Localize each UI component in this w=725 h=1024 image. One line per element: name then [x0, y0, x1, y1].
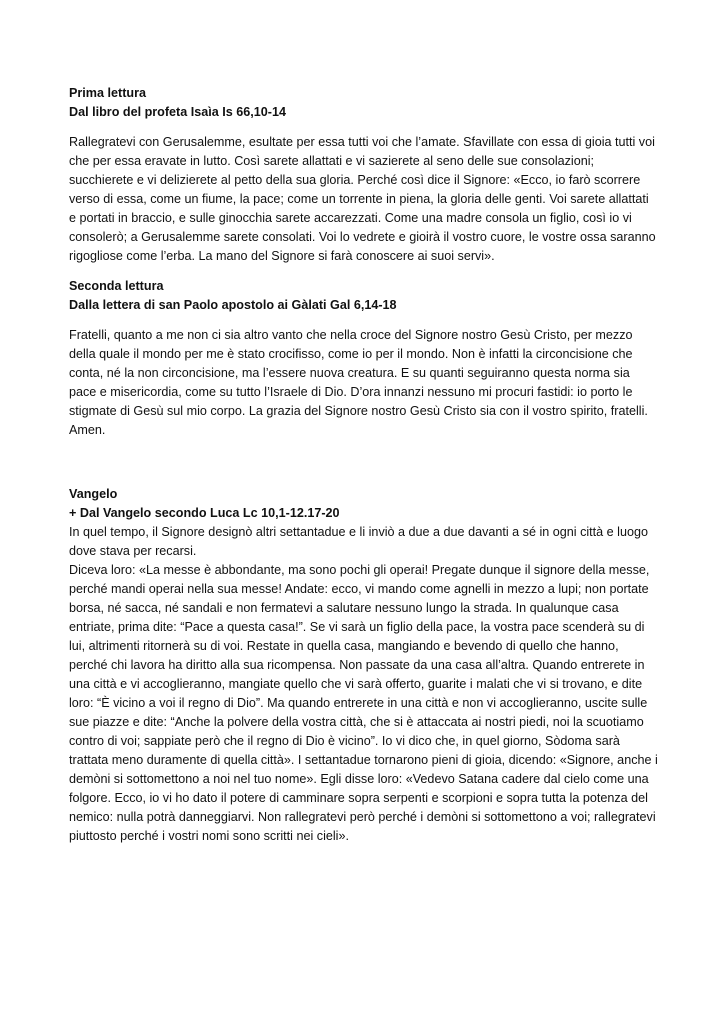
- spacer: [69, 315, 659, 326]
- gospel-source: + Dal Vangelo secondo Luca Lc 10,1-12.17-20: [69, 506, 340, 520]
- spacer: [69, 266, 659, 277]
- first-reading-source: Dal libro del profeta Isaìa Is 66,10-14: [69, 105, 286, 119]
- gospel-section: [69, 485, 659, 846]
- second-reading-source: Dalla lettera di san Paolo apostolo ai Gàlati Gal 6,14-18: [69, 298, 397, 312]
- gospel-label: Vangelo: [69, 487, 118, 501]
- second-reading-section: [69, 277, 659, 440]
- document-page: [69, 84, 659, 846]
- second-reading-label: Seconda lettura: [69, 279, 164, 293]
- spacer: [69, 122, 659, 133]
- first-reading-label: Prima lettura: [69, 86, 146, 100]
- second-reading-text: Fratelli, quanto a me non ci sia altro vanto che nella croce del Signore nostro Gesù Cristo, per mezzo della quale il mondo per me è stato crocifisso, come io per il mondo. Non è infatti la circoncisione che conta, né la non circoncisione, ma l’essere nuova creatura. E su quanti seguiranno questa norma sia pace e misericordia, come su tutto l’Israele di Dio. D’ora innanzi nessuno mi procuri fastidi: io porto le stigmate di Gesù sul mio corpo. La grazia del Signore nostro Gesù Cristo sia con il vostro spirito, fratelli. Amen.: [69, 328, 648, 437]
- gospel-intro-text: In quel tempo, il Signore designò altri settantadue e li inviò a due a due davanti a sé in ogni città e luogo dove stava per recarsi.: [69, 525, 648, 558]
- gospel-main-text: Diceva loro: «La messe è abbondante, ma sono pochi gli operai! Pregate dunque il signore della messe, perché mandi operai nella sua messe! Andate: ecco, vi mando come agnelli in mezzo a lupi; non portate borsa, né sacca, né sandali e non fermatevi a salutare nessuno lungo la strada. In qualunque casa entriate, prima dite: “Pace a questa casa!”. Se vi sarà un figlio della pace, la vostra pace scenderà su di lui, altrimenti ritornerà su di voi. Restate in quella casa, mangiando e bevendo di quello che hanno, perché chi lavora ha diritto alla sua ricompensa. Non passate da una casa all’altra. Quando entrerete in una città e vi accoglieranno, mangiate quello che vi sarà offerto, guarite i malati che vi si trovano, e dite loro: “È vicino a voi il regno di Dio”. Ma quando entrerete in una città e non vi accoglieranno, uscite sulle sue piazze e dite: “Anche la polvere della vostra città, che si è attaccata ai nostri piedi, noi la scuotiamo contro di voi; sappiate però che il regno di Dio è vicino”. Io vi dico che, in quel giorno, Sòdoma sarà trattata meno duramente di quella città». I settantadue tornarono pieni di gioia, dicendo: «Signore, anche i demòni si sottomettono a noi nel tuo nome». Egli disse loro: «Vedevo Satana cadere dal cielo come una folgore. Ecco, io vi ho dato il potere di camminare sopra serpenti e scorpioni e sopra tutta la potenza del nemico: nulla potrà danneggiarvi. Non rallegratevi però perché i demòni si sottomettono a voi; rallegratevi piuttosto perché i vostri nomi sono scritti nei cieli».: [69, 563, 658, 843]
- first-reading-section: [69, 84, 659, 266]
- spacer: [69, 440, 659, 485]
- first-reading-text: Rallegratevi con Gerusalemme, esultate per essa tutti voi che l’amate. Sfavillate con essa di gioia tutti voi che per essa eravate in lutto. Così sarete allattati e vi sazierete al seno delle sue consolazioni; succhierete e vi delizierete al petto della sua gloria. Perché così dice il Signore: «Ecco, io farò scorrere verso di essa, come un fiume, la pace; come un torrente in piena, la gloria delle genti. Voi sarete allattati e portati in braccio, e sulle ginocchia sarete accarezzati. Come una madre consola un figlio, così io vi consolerò; a Gerusalemme sarete consolati. Voi lo vedrete e gioirà il vostro cuore, le vostre ossa saranno rigogliose come l’erba. La mano del Signore si farà conoscere ai suoi servi».: [69, 135, 656, 263]
